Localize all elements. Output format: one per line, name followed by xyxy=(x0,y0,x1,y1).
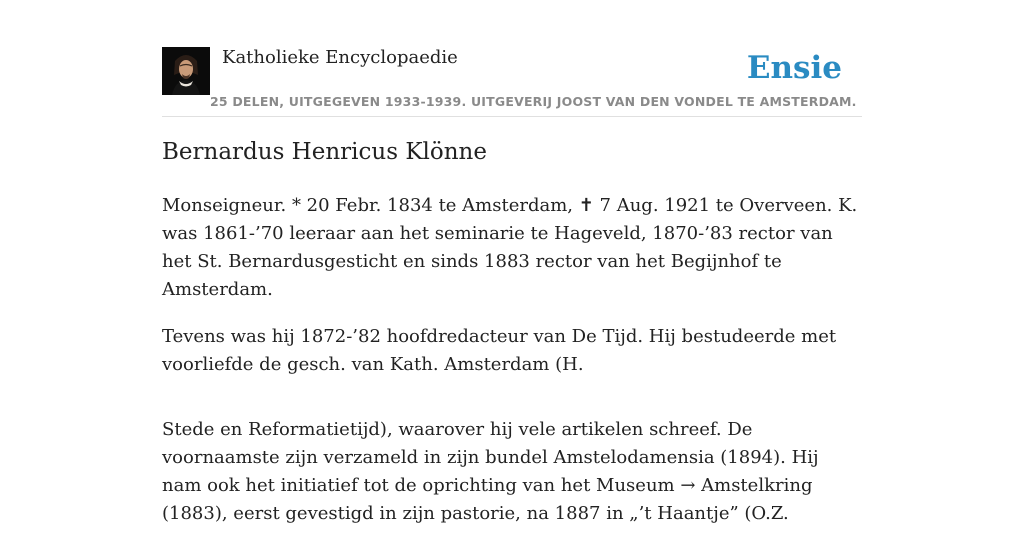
entry-paragraph: Monseigneur. * 20 Febr. 1834 te Amsterdam, ✝ 7 Aug. 1921 te Overveen. K. was 1861-’70 leeraar aan het seminarie te Hageveld, 1870-’83 rector van het St. Bernardusgesticht en sinds 1883 rector van het Begijnhof te Amsterdam. xyxy=(162,195,858,300)
source-subtitle: 25 DELEN, UITGEGEVEN 1933-1939. UITGEVERIJ JOOST VAN DEN VONDEL TE AMSTERDAM. xyxy=(210,94,857,109)
entry-title: Bernardus Henricus Klönne xyxy=(162,139,487,165)
source-title[interactable]: Katholieke Encyclopaedie xyxy=(222,47,458,68)
brand-logo-link[interactable]: Ensie xyxy=(746,50,842,86)
entry-paragraph: Tevens was hij 1872-’82 hoofdredacteur van De Tijd. Hij bestudeerde met voorliefde de gesch. van Kath. Amsterdam (H. xyxy=(162,326,837,375)
portrait-avatar[interactable] xyxy=(162,47,210,95)
entry-body xyxy=(162,192,862,547)
source-header xyxy=(162,46,862,117)
entry-paragraph: Stede en Reformatietijd), waarover hij vele artikelen schreef. De voornaamste zijn verzameld in zijn bundel Amstelodamensia (1894). Hij nam ook het initiatief tot de oprichting van het Museum → Amstelkring (1883), eerst gevestigd in zijn pastorie, na 1887 in „’t Haantje” (O.Z. xyxy=(162,419,819,524)
portrait-icon xyxy=(162,47,210,95)
